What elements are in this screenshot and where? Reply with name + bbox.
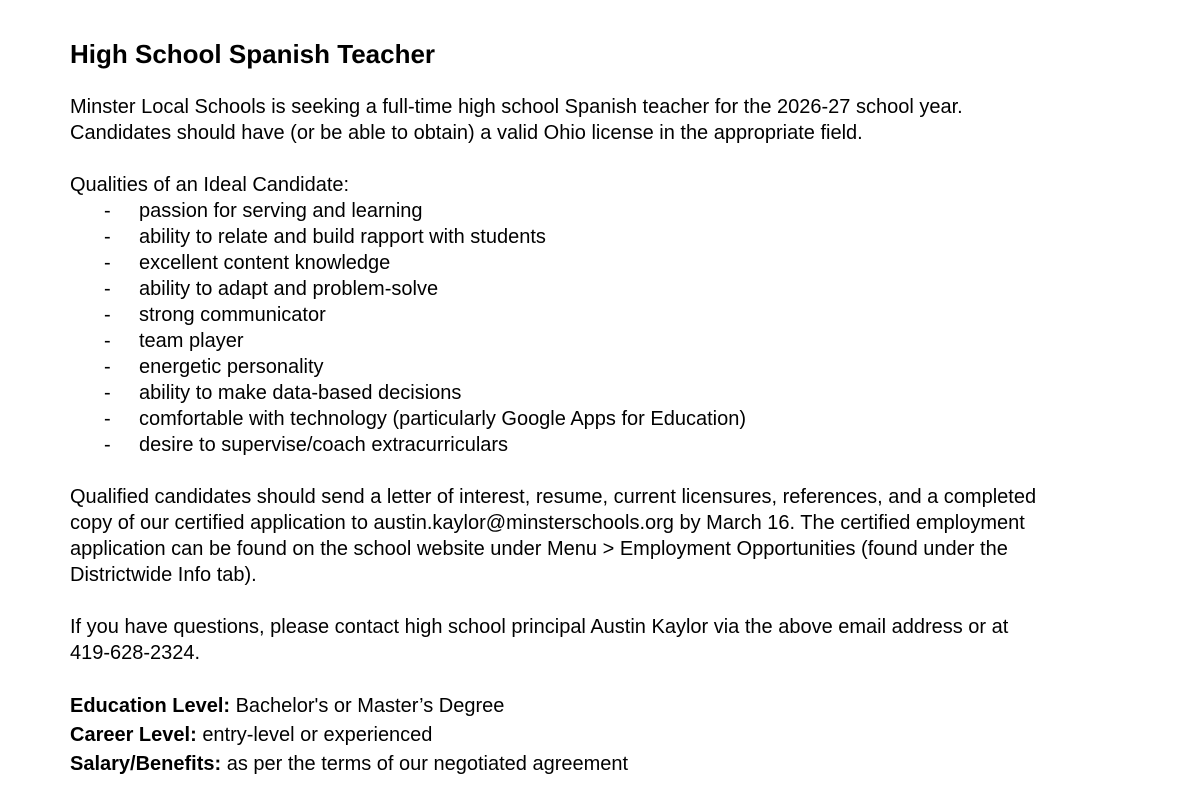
qualities-list <box>70 198 1150 458</box>
application-line: Districtwide Info tab). <box>70 564 257 586</box>
list-item-text: ability to make data-based decisions <box>139 382 462 404</box>
list-item-text: strong communicator <box>139 304 326 326</box>
career-level-value: entry-level or experienced <box>202 724 433 746</box>
bullet-dash: - <box>104 330 111 352</box>
education-level-label: Education Level: <box>70 695 231 717</box>
qualities-heading: Qualities of an Ideal Candidate: <box>70 174 350 196</box>
page-title: High School Spanish Teacher <box>70 39 436 69</box>
list-item-text: comfortable with technology (particularly Google Apps for Education) <box>139 408 746 430</box>
list-item <box>70 380 1150 406</box>
contact-line: If you have questions, please contact high school principal Austin Kaylor via the above email address or at <box>70 616 1009 638</box>
bullet-dash: - <box>104 226 111 248</box>
list-item <box>70 250 1150 276</box>
bullet-dash: - <box>104 434 111 456</box>
intro-paragraph <box>70 94 1150 146</box>
application-line: application can be found on the school website under Menu > Employment Opportunities (found under the <box>70 538 1008 560</box>
salary-benefits-label: Salary/Benefits: <box>70 753 222 775</box>
list-item <box>70 354 1150 380</box>
bullet-dash: - <box>104 382 111 404</box>
list-item-text: team player <box>139 330 244 352</box>
intro-line: Minster Local Schools is seeking a full-time high school Spanish teacher for the 2026-27 school year. <box>70 96 963 118</box>
bullet-dash: - <box>104 408 111 430</box>
bullet-dash: - <box>104 356 111 378</box>
application-paragraph <box>70 484 1150 588</box>
job-details <box>70 692 1150 779</box>
list-item <box>70 328 1150 354</box>
list-item-text: excellent content knowledge <box>139 252 391 274</box>
contact-paragraph <box>70 614 1150 666</box>
bullet-dash: - <box>104 200 111 222</box>
list-item-text: energetic personality <box>139 356 324 378</box>
list-item <box>70 302 1150 328</box>
bullet-dash: - <box>104 278 111 300</box>
application-line: copy of our certified application to austin.kaylor@minsterschools.org by March 16. The certified employment <box>70 512 1025 534</box>
education-level-row <box>70 692 1150 721</box>
list-item-text: ability to adapt and problem-solve <box>139 278 439 300</box>
intro-line: Candidates should have (or be able to obtain) a valid Ohio license in the appropriate field. <box>70 122 863 144</box>
list-item-text: ability to relate and build rapport with students <box>139 226 546 248</box>
list-item-text: desire to supervise/coach extracurriculars <box>139 434 509 456</box>
contact-line: 419-628-2324. <box>70 642 201 664</box>
job-posting <box>70 38 1150 779</box>
education-level-value: Bachelor's or Master’s Degree <box>235 695 505 717</box>
list-item <box>70 432 1150 458</box>
bullet-dash: - <box>104 252 111 274</box>
career-level-label: Career Level: <box>70 724 197 746</box>
list-item <box>70 406 1150 432</box>
list-item <box>70 198 1150 224</box>
career-level-row <box>70 721 1150 750</box>
application-line: Qualified candidates should send a letter of interest, resume, current licensures, references, and a completed <box>70 486 1037 508</box>
list-item <box>70 224 1150 250</box>
bullet-dash: - <box>104 304 111 326</box>
list-item-text: passion for serving and learning <box>139 200 423 222</box>
list-item <box>70 276 1150 302</box>
salary-benefits-row <box>70 750 1150 779</box>
salary-benefits-value: as per the terms of our negotiated agreement <box>226 753 629 775</box>
